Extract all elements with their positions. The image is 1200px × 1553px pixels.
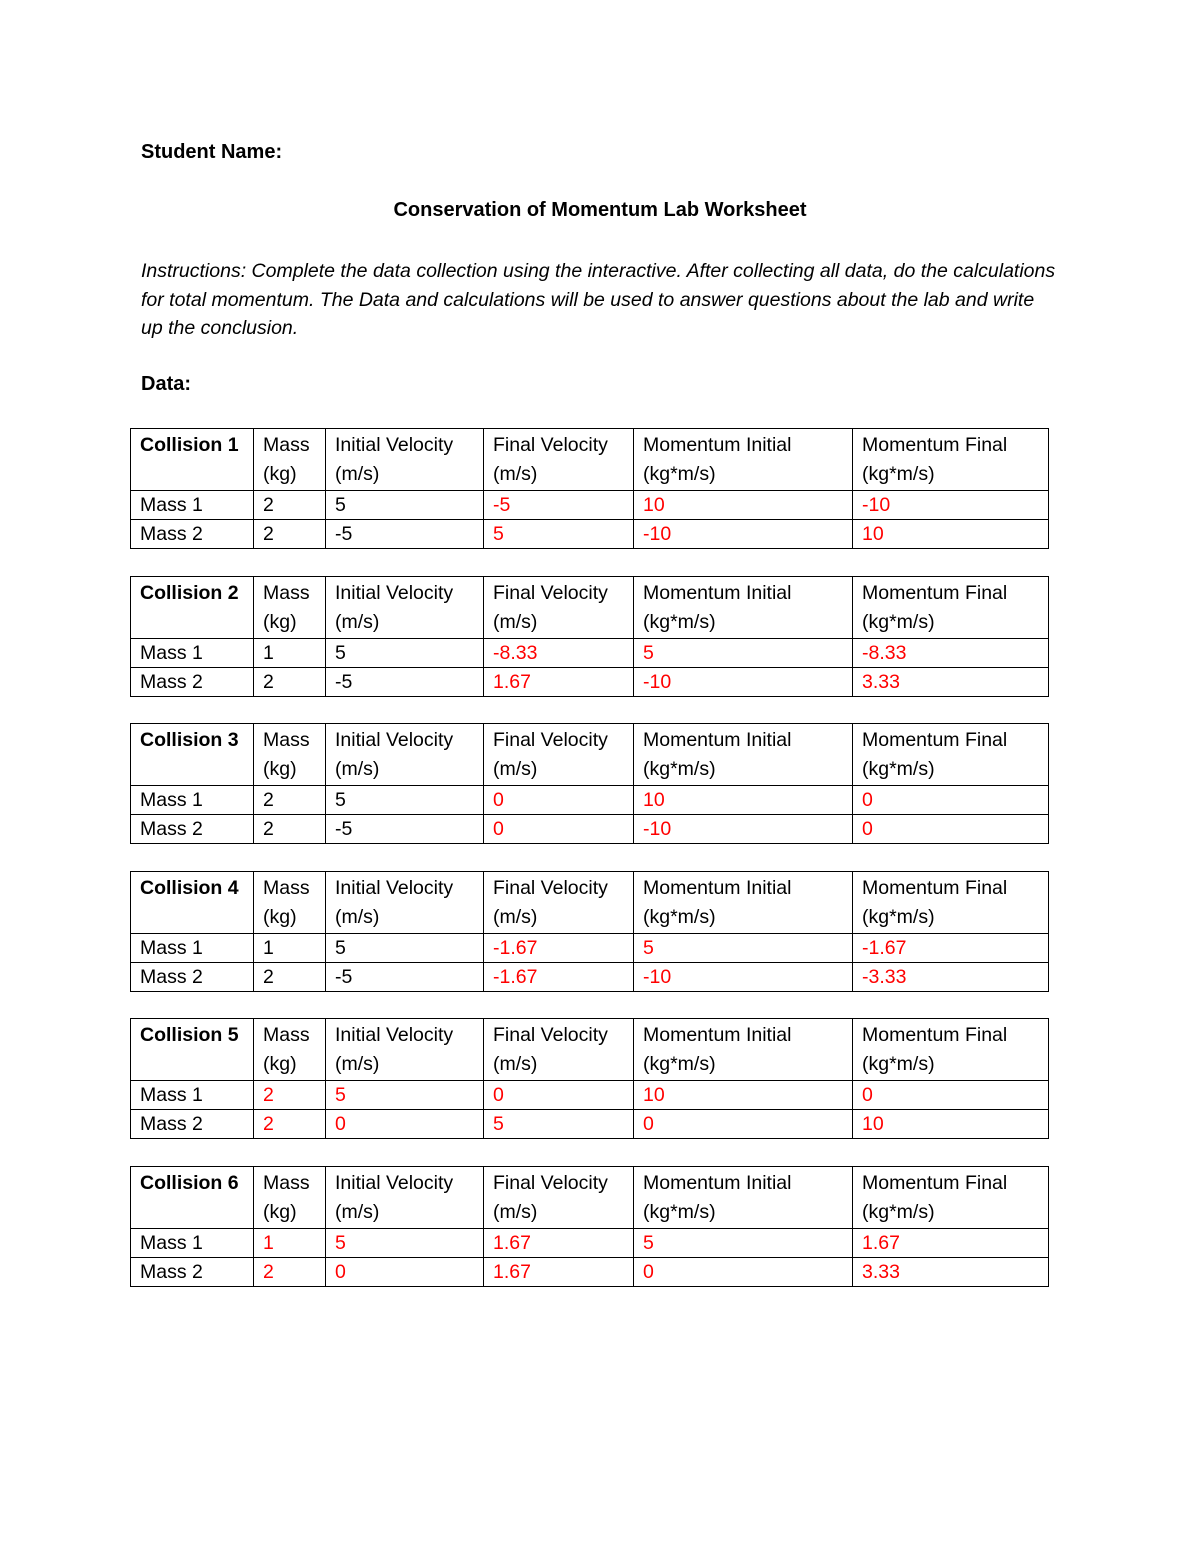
- momentum-initial-cell: 5: [634, 639, 853, 668]
- collision-table-6: [130, 1166, 1049, 1287]
- collision-table-3: [130, 723, 1049, 844]
- initial-velocity-cell: 5: [326, 1081, 484, 1110]
- collision-table-5: [130, 1018, 1049, 1139]
- mass-header: Mass (kg): [254, 724, 326, 786]
- momentum-initial-header: Momentum Initial (kg*m/s): [634, 1019, 853, 1081]
- initial-velocity-header: Initial Velocity (m/s): [326, 577, 484, 639]
- final-velocity-cell: -8.33: [484, 639, 634, 668]
- table-row: [131, 668, 1049, 697]
- row-label: Mass 1: [131, 639, 254, 668]
- instructions-text: Instructions: Complete the data collection using the interactive. After collecting all data, do the calculations for total momentum. The Data and calculations will be used to answer questions about the lab and write up the conclusion.: [141, 260, 1056, 339]
- mass-cell: 2: [254, 1081, 326, 1110]
- mass-cell: 2: [254, 963, 326, 992]
- final-velocity-cell: 1.67: [484, 1258, 634, 1287]
- final-velocity-cell: 1.67: [484, 1229, 634, 1258]
- final-velocity-cell: -1.67: [484, 963, 634, 992]
- momentum-initial-cell: 0: [634, 1110, 853, 1139]
- final-velocity-cell: -5: [484, 491, 634, 520]
- mass-cell: 2: [254, 491, 326, 520]
- initial-velocity-cell: 0: [326, 1258, 484, 1287]
- final-velocity-header: Final Velocity (m/s): [484, 429, 634, 491]
- initial-velocity-header: Initial Velocity (m/s): [326, 872, 484, 934]
- momentum-final-cell: 0: [853, 786, 1049, 815]
- final-velocity-cell: -1.67: [484, 934, 634, 963]
- initial-velocity-header: Initial Velocity (m/s): [326, 429, 484, 491]
- momentum-initial-cell: 5: [634, 934, 853, 963]
- momentum-final-cell: 10: [853, 1110, 1049, 1139]
- momentum-initial-header: Momentum Initial (kg*m/s): [634, 872, 853, 934]
- table-row: [131, 491, 1049, 520]
- momentum-final-cell: 0: [853, 1081, 1049, 1110]
- final-velocity-cell: 1.67: [484, 668, 634, 697]
- row-label: Mass 2: [131, 815, 254, 844]
- table-row: [131, 934, 1049, 963]
- initial-velocity-cell: -5: [326, 668, 484, 697]
- momentum-initial-cell: 10: [634, 491, 853, 520]
- collision-table-2: [130, 576, 1049, 697]
- mass-cell: 2: [254, 786, 326, 815]
- mass-cell: 2: [254, 815, 326, 844]
- final-velocity-header: Final Velocity (m/s): [484, 724, 634, 786]
- row-label: Mass 1: [131, 786, 254, 815]
- final-velocity-header: Final Velocity (m/s): [484, 577, 634, 639]
- table-header-row: [131, 724, 1049, 786]
- row-label: Mass 2: [131, 1110, 254, 1139]
- initial-velocity-cell: -5: [326, 963, 484, 992]
- table-row: [131, 520, 1049, 549]
- mass-header: Mass (kg): [254, 1019, 326, 1081]
- final-velocity-cell: 0: [484, 786, 634, 815]
- momentum-initial-cell: -10: [634, 963, 853, 992]
- momentum-initial-header: Momentum Initial (kg*m/s): [634, 429, 853, 491]
- momentum-final-header: Momentum Final (kg*m/s): [853, 1019, 1049, 1081]
- collision-label: Collision 2: [131, 577, 254, 639]
- table-header-row: [131, 872, 1049, 934]
- initial-velocity-cell: -5: [326, 520, 484, 549]
- momentum-final-header: Momentum Final (kg*m/s): [853, 724, 1049, 786]
- data-heading: Data:: [141, 373, 192, 395]
- table-row: [131, 639, 1049, 668]
- initial-velocity-cell: 5: [326, 1229, 484, 1258]
- student-name-label: Student Name:: [141, 141, 283, 163]
- table-header-row: [131, 1019, 1049, 1081]
- mass-cell: 2: [254, 1258, 326, 1287]
- row-label: Mass 2: [131, 520, 254, 549]
- row-label: Mass 1: [131, 1229, 254, 1258]
- table-row: [131, 963, 1049, 992]
- momentum-final-cell: 10: [853, 520, 1049, 549]
- table-row: [131, 1229, 1049, 1258]
- collision-label: Collision 6: [131, 1167, 254, 1229]
- momentum-initial-header: Momentum Initial (kg*m/s): [634, 577, 853, 639]
- table-header-row: [131, 1167, 1049, 1229]
- momentum-final-cell: -8.33: [853, 639, 1049, 668]
- table-row: [131, 1110, 1049, 1139]
- initial-velocity-cell: 0: [326, 1110, 484, 1139]
- momentum-initial-cell: 0: [634, 1258, 853, 1287]
- momentum-initial-cell: 10: [634, 1081, 853, 1110]
- initial-velocity-cell: 5: [326, 934, 484, 963]
- table-header-row: [131, 429, 1049, 491]
- mass-header: Mass (kg): [254, 1167, 326, 1229]
- row-label: Mass 2: [131, 1258, 254, 1287]
- momentum-initial-cell: -10: [634, 668, 853, 697]
- initial-velocity-cell: 5: [326, 491, 484, 520]
- final-velocity-cell: 0: [484, 1081, 634, 1110]
- final-velocity-cell: 5: [484, 1110, 634, 1139]
- initial-velocity-header: Initial Velocity (m/s): [326, 1019, 484, 1081]
- mass-header: Mass (kg): [254, 577, 326, 639]
- table-row: [131, 1258, 1049, 1287]
- collision-label: Collision 4: [131, 872, 254, 934]
- momentum-final-cell: 0: [853, 815, 1049, 844]
- final-velocity-header: Final Velocity (m/s): [484, 1167, 634, 1229]
- momentum-final-header: Momentum Final (kg*m/s): [853, 872, 1049, 934]
- initial-velocity-cell: 5: [326, 639, 484, 668]
- collision-table-1: [130, 428, 1049, 549]
- mass-header: Mass (kg): [254, 429, 326, 491]
- momentum-final-cell: -10: [853, 491, 1049, 520]
- collision-table-4: [130, 871, 1049, 992]
- mass-cell: 1: [254, 639, 326, 668]
- collision-label: Collision 1: [131, 429, 254, 491]
- momentum-final-cell: 3.33: [853, 668, 1049, 697]
- table-row: [131, 1081, 1049, 1110]
- momentum-initial-header: Momentum Initial (kg*m/s): [634, 1167, 853, 1229]
- mass-cell: 2: [254, 520, 326, 549]
- final-velocity-header: Final Velocity (m/s): [484, 1019, 634, 1081]
- momentum-final-cell: 3.33: [853, 1258, 1049, 1287]
- momentum-final-header: Momentum Final (kg*m/s): [853, 1167, 1049, 1229]
- mass-cell: 1: [254, 934, 326, 963]
- momentum-initial-header: Momentum Initial (kg*m/s): [634, 724, 853, 786]
- row-label: Mass 2: [131, 963, 254, 992]
- row-label: Mass 1: [131, 934, 254, 963]
- final-velocity-cell: 0: [484, 815, 634, 844]
- initial-velocity-header: Initial Velocity (m/s): [326, 1167, 484, 1229]
- mass-cell: 1: [254, 1229, 326, 1258]
- table-header-row: [131, 577, 1049, 639]
- momentum-initial-cell: -10: [634, 815, 853, 844]
- row-label: Mass 1: [131, 1081, 254, 1110]
- momentum-final-header: Momentum Final (kg*m/s): [853, 577, 1049, 639]
- momentum-initial-cell: -10: [634, 520, 853, 549]
- momentum-initial-cell: 5: [634, 1229, 853, 1258]
- mass-header: Mass (kg): [254, 872, 326, 934]
- row-label: Mass 2: [131, 668, 254, 697]
- row-label: Mass 1: [131, 491, 254, 520]
- mass-cell: 2: [254, 1110, 326, 1139]
- momentum-final-cell: 1.67: [853, 1229, 1049, 1258]
- momentum-initial-cell: 10: [634, 786, 853, 815]
- momentum-final-cell: -3.33: [853, 963, 1049, 992]
- final-velocity-header: Final Velocity (m/s): [484, 872, 634, 934]
- mass-cell: 2: [254, 668, 326, 697]
- momentum-final-header: Momentum Final (kg*m/s): [853, 429, 1049, 491]
- collision-label: Collision 5: [131, 1019, 254, 1081]
- initial-velocity-cell: 5: [326, 786, 484, 815]
- momentum-final-cell: -1.67: [853, 934, 1049, 963]
- initial-velocity-header: Initial Velocity (m/s): [326, 724, 484, 786]
- table-row: [131, 786, 1049, 815]
- table-row: [131, 815, 1049, 844]
- worksheet-title: Conservation of Momentum Lab Worksheet: [393, 199, 807, 221]
- initial-velocity-cell: -5: [326, 815, 484, 844]
- final-velocity-cell: 5: [484, 520, 634, 549]
- collision-label: Collision 3: [131, 724, 254, 786]
